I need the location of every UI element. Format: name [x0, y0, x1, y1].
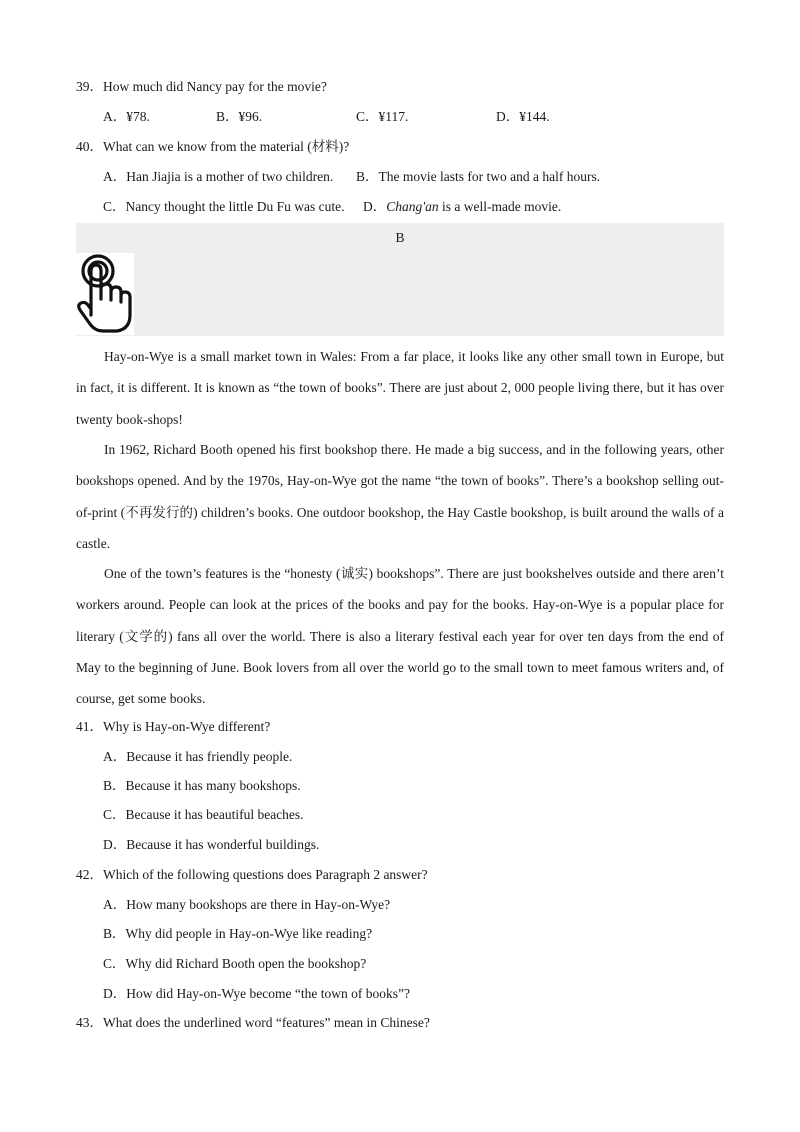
question-39-stem: 39．How much did Nancy pay for the movie?: [76, 79, 327, 94]
passage-paragraph-1: Hay-on-Wye is a small market town in Wales: From a far place, it looks like any other small town in Europe, but in fact, it is different. It is known as “the town of books”. There are just about 2, 000 people living there, but it has over twenty book-shops!: [76, 349, 724, 427]
question-39-option-c: C．¥117.: [356, 109, 409, 124]
section-b-banner: [76, 223, 724, 336]
option-d-prefix: D．: [363, 199, 387, 214]
question-42-option-a: A．How many bookshops are there in Hay-on-Wye?: [103, 897, 391, 912]
question-42-option-d: D．How did Hay-on-Wye become “the town of books”?: [103, 986, 410, 1001]
question-41-option-c: C．Because it has beautiful beaches.: [103, 807, 304, 822]
question-41-option-d: D．Because it has wonderful buildings.: [103, 837, 320, 852]
question-42-option-b: B．Why did people in Hay-on-Wye like reading?: [103, 926, 373, 941]
question-39-option-a: A．¥78.: [103, 109, 150, 124]
question-40-option-d: [363, 198, 561, 216]
question-39-option-b: B．¥96.: [216, 109, 263, 124]
question-40-stem: 40．What can we know from the material (材料)?: [76, 139, 350, 154]
question-40-option-c: C．Nancy thought the little Du Fu was cute.: [103, 199, 345, 214]
question-39-option-d: D．¥144.: [496, 109, 550, 124]
passage-paragraph-3: One of the town’s features is the “honesty (诚实) bookshops”. There are just bookshelves outside and there aren’t workers around. People can look at the prices of the books and pay for the books. Hay-on-Wye is a popular place for literary (文学的) fans all over the world. There is also a literary festival each year for over ten days from the end of May to the beginning of June. Book lovers from all over the world go to the small town to meet famous writers and, of course, get some books.: [76, 566, 724, 707]
option-d-movie-title: Chang'an: [386, 199, 439, 214]
question-41-stem: 41．Why is Hay-on-Wye different?: [76, 719, 271, 734]
question-42-stem: 42．Which of the following questions does Paragraph 2 answer?: [76, 867, 428, 882]
option-d-suffix: is a well-made movie.: [438, 199, 562, 214]
question-41-option-a: A．Because it has friendly people.: [103, 749, 293, 764]
passage-paragraph-2: In 1962, Richard Booth opened his first bookshop there. He made a big success, and in the following years, other bookshops opened. And by the 1970s, Hay-on-Wye got the name “the town of books”. There’s a bookshop selling out-of-print (不再发行的) children’s books. One outdoor bookshop, the Hay Castle bookshop, is built around the walls of a castle.: [76, 442, 724, 551]
question-42-option-c: C．Why did Richard Booth open the bookshop?: [103, 956, 367, 971]
question-40-option-a: A．Han Jiajia is a mother of two children.: [103, 169, 334, 184]
question-41-option-b: B．Because it has many bookshops.: [103, 778, 301, 793]
hand-pointer-icon: [76, 253, 134, 335]
question-43-stem: 43．What does the underlined word “features” mean in Chinese?: [76, 1015, 430, 1030]
section-label: B: [395, 230, 405, 245]
question-40-option-b: B．The movie lasts for two and a half hours.: [356, 169, 601, 184]
